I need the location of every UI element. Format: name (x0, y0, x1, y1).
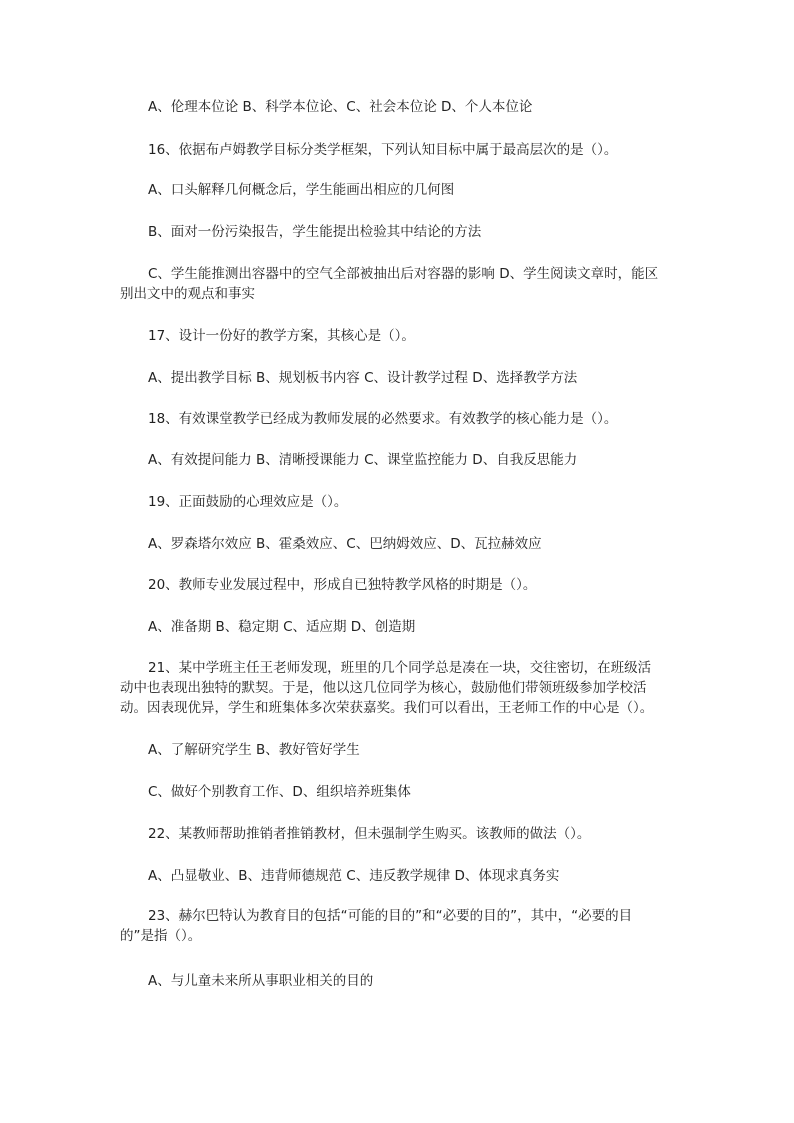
text-line: C、做好个别教育工作、D、组织培养班集体 (148, 784, 411, 800)
text-line: A、罗森塔尔效应 B、霍桑效应、C、巴纳姆效应、D、瓦拉赫效应 (148, 536, 542, 552)
text-line: A、了解研究学生 B、教好管好学生 (148, 742, 360, 758)
paragraph (120, 866, 680, 886)
text-line: 17、设计一份好的教学方案，其核心是（）。 (148, 328, 415, 344)
text-line: 的”是指（）。 (120, 928, 202, 944)
paragraph (120, 264, 680, 304)
paragraph (120, 450, 680, 470)
text-line: 16、依据布卢姆教学目标分类学框架，下列认知目标中属于最高层次的是（）。 (148, 142, 618, 158)
text-line: 23、赫尔巴特认为教育目的包括“可能的目的”和“必要的目的”，其中，“必要的目 (148, 908, 633, 924)
text-line: 动中也表现出独特的默契。于是，他以这几位同学为核心，鼓励他们带领班级参加学校活 (120, 680, 647, 696)
text-line: 别出文中的观点和事实 (120, 286, 255, 302)
paragraph (120, 782, 680, 802)
text-line: 21、某中学班主任王老师发现，班里的几个同学总是凑在一块，交往密切，在班级活 (148, 660, 652, 676)
paragraph (120, 534, 680, 554)
paragraph (120, 575, 680, 595)
paragraph (120, 658, 680, 718)
text-line: A、有效提问能力 B、清晰授课能力 C、课堂监控能力 D、自我反思能力 (148, 452, 578, 468)
paragraph (120, 180, 680, 200)
paragraph (120, 97, 680, 117)
paragraph (120, 492, 680, 512)
paragraph (120, 906, 680, 946)
text-line: C、学生能推测出容器中的空气全部被抽出后对容器的影响 D、学生阅读文章时，能区 (148, 266, 659, 282)
text-line: A、准备期 B、稳定期 C、适应期 D、创造期 (148, 619, 416, 635)
text-line: 动。因表现优异，学生和班集体多次荣获嘉奖。我们可以看出，王老师工作的中心是（）。 (120, 700, 654, 716)
text-line: A、伦理本位论 B、科学本位论、C、社会本位论 D、个人本位论 (148, 99, 533, 115)
paragraph (120, 824, 680, 844)
paragraph (120, 326, 680, 346)
text-line: 22、某教师帮助推销者推销教材，但未强制学生购买。该教师的做法（）。 (148, 826, 591, 842)
text-line: A、与儿童未来所从事职业相关的目的 (148, 973, 374, 989)
paragraph (120, 971, 680, 991)
text-line: 20、教师专业发展过程中，形成自已独特教学风格的时期是（）。 (148, 577, 537, 593)
text-line: A、口头解释几何概念后，学生能画出相应的几何图 (148, 182, 455, 198)
paragraph (120, 740, 680, 760)
paragraph (120, 617, 680, 637)
text-line: 18、有效课堂教学已经成为教师发展的必然要求。有效教学的核心能力是（）。 (148, 411, 618, 427)
paragraph (120, 140, 680, 160)
text-line: 19、正面鼓励的心理效应是（）。 (148, 494, 348, 510)
paragraph (120, 222, 680, 242)
paragraph (120, 409, 680, 429)
text-line: A、提出教学目标 B、规划板书内容 C、设计教学过程 D、选择教学方法 (148, 370, 578, 386)
paragraph (120, 368, 680, 388)
text-line: B、面对一份污染报告，学生能提出检验其中结论的方法 (148, 224, 482, 240)
text-line: A、凸显敬业、B、违背师德规范 C、违反教学规律 D、体现求真务实 (148, 868, 560, 884)
